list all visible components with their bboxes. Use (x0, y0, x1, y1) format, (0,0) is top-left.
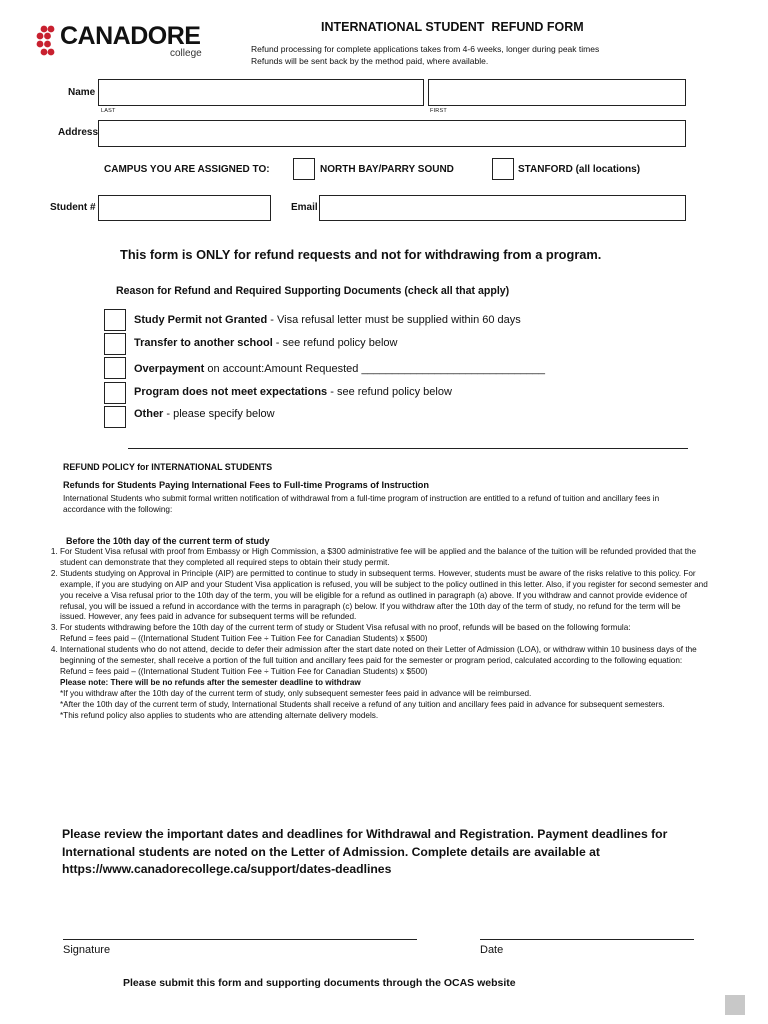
policy-item-4 (60, 645, 708, 678)
deadlines-notice: Please review the important dates and deadlines for Withdrawal and Registration. Payment deadlines for International students are noted on the Letter of Admission. Complete details are available at https://www.canadorecollege.ca/support/dates-deadlines (62, 827, 668, 876)
policy-item-3 (60, 623, 708, 645)
policy-item-2: 2. Students studying on Approval in Principle (AIP) are permitted to continue to study in subsequent terms. However, students must be aware of the risks relative to this policy. For example, if you are studying on AIP and your Student Visa application is refused, you will be subject to the policy outlined in this letter. Also, if you register for second semester and you receive a Visa refusal prior to the 10th day of the term, you will be eligible for a refund as outlined in paragraph (a) above. If you withdraw and cannot provide evidence of refusal, you will be issued a refund in accordance with the terms in paragraph (c) below. If you withdraw after the 10th day of the term of study, no refund for the term will be issued. However, any fees paid in advance for subsequent terms will be refunded. (60, 569, 708, 624)
form-notice: This form is ONLY for refund requests and not for withdrawing from a program. (120, 247, 602, 262)
policy-item-3-formula: Refund = fees paid – ((International Student Tuition Fee ÷ Tuition Fee for Canadian Students) x $500) (60, 634, 428, 644)
policy-note-3: *This refund policy also applies to students who are attending alternate delivery models. (60, 710, 379, 720)
other-specify-line[interactable] (128, 448, 688, 449)
form-title: INTERNATIONAL STUDENT REFUND FORM (321, 20, 584, 34)
policy-heading: REFUND POLICY for INTERNATIONAL STUDENTS (63, 462, 273, 472)
stanford-label: STANFORD (all locations) (518, 164, 641, 175)
date-line[interactable] (480, 939, 694, 940)
policy-item-4-text: International students who do not attend, decide to defer their admission after the start date noted on their Letter of Admission (LOA), or withdraw within 10 business days of the beginning of the semester, shall receive a portion of the full tuition and ancillary fees paid for the semester or program period, calculated according to the following equation: (60, 645, 697, 666)
email-field[interactable] (319, 195, 686, 221)
last-name-field[interactable] (98, 79, 424, 106)
signature-label: Signature (63, 944, 111, 956)
reason-other-title: Other (134, 408, 164, 420)
reason-program-title: Program does not meet expectations (134, 386, 328, 398)
logo-mark-icon (36, 24, 60, 58)
reason-study-permit-detail: - Visa refusal letter must be supplied within 60 days (267, 314, 521, 326)
reason-other-detail: - please specify below (163, 408, 275, 420)
reason-transfer-title: Transfer to another school (134, 337, 273, 349)
reason-overpayment-detail: on account:Amount Requested ______________________________ (204, 363, 546, 375)
header-subtitle-1: Refund processing for complete applications takes from 4-6 weeks, longer during peak times (251, 44, 600, 54)
reason-checkbox-transfer[interactable] (104, 333, 126, 355)
north-bay-label: NORTH BAY/PARRY SOUND (320, 164, 454, 175)
reason-study-permit-title: Study Permit not Granted (134, 314, 268, 326)
reason-other (134, 408, 275, 420)
campus-label: CAMPUS YOU ARE ASSIGNED TO: (104, 164, 270, 175)
student-number-label: Student # (50, 202, 96, 213)
student-number-field[interactable] (98, 195, 271, 221)
reason-checkbox-program[interactable] (104, 382, 126, 404)
signature-line[interactable] (63, 939, 417, 940)
email-label: Email (291, 202, 318, 213)
last-name-caption: LAST (101, 108, 116, 114)
reason-overpayment-title: Overpayment (134, 363, 205, 375)
reason-transfer-detail: - see refund policy below (272, 337, 398, 349)
reason-checkbox-other[interactable] (104, 406, 126, 428)
policy-list (42, 547, 708, 722)
address-field[interactable] (98, 120, 686, 147)
reason-transfer (134, 337, 397, 349)
reason-study-permit (134, 314, 521, 326)
corner-marker (725, 995, 745, 1015)
reason-overpayment (134, 363, 545, 375)
policy-note-2: *After the 10th day of the current term of study, International Students shall receive a refund of any tuition and ancillary fees paid in advance for subsequent semesters. (60, 699, 665, 709)
logo-sub: college (170, 48, 202, 59)
policy-subheading: Refunds for Students Paying International Fees to Full-time Programs of Instruction (63, 480, 430, 490)
header-subtitle-2: Refunds will be sent back by the method paid, where available. (251, 56, 489, 66)
policy-item-3-text: For students withdrawing before the 10th day of the current term of study or Student Visa refusal with no proof, refunds will be based on the following formula: (60, 623, 631, 633)
policy-note-1: *If you withdraw after the 10th day of the current term of study, only subsequent semester fees paid in advance will be reimbursed. (60, 688, 532, 698)
first-name-caption: FIRST (430, 108, 447, 114)
name-label: Name (68, 87, 96, 98)
reason-checkbox-study-permit[interactable] (104, 309, 126, 331)
address-label: Address (58, 127, 99, 138)
policy-before-heading: Before the 10th day of the current term of study (66, 536, 270, 546)
north-bay-checkbox[interactable] (293, 158, 315, 180)
reason-program-detail: - see refund policy below (327, 386, 452, 398)
policy-item-1: 1. For Student Visa refusal with proof from Embassy or High Commission, a $300 administrative fee will be applied and the balance of the tuition will be refunded provided that the student can demonstrate that they completed all required steps to obtain their study permit. (60, 547, 708, 569)
reasons-heading: Reason for Refund and Required Supporting Documents (check all that apply) (116, 285, 510, 297)
policy-intro: International Students who submit formal written notification of withdrawal from a full-time program of instruction are entitled to a refund of tuition and ancillary fees in accordance with the following: (63, 494, 660, 514)
date-label: Date (480, 944, 504, 956)
submit-instructions: Please submit this form and supporting documents through the OCAS website (123, 977, 516, 989)
college-logo (36, 22, 216, 62)
logo-name: CANADORE (60, 22, 201, 50)
policy-item-4-formula: Refund = fees paid – ((International Student Tuition Fee ÷ Tuition Fee for Canadian Students) x $500) (60, 666, 428, 676)
policy-note-heading: Please note: There will be no refunds after the semester deadline to withdraw (60, 677, 361, 687)
reason-program (134, 386, 452, 398)
stanford-checkbox[interactable] (492, 158, 514, 180)
reason-checkbox-overpayment[interactable] (104, 357, 126, 379)
first-name-field[interactable] (428, 79, 686, 106)
